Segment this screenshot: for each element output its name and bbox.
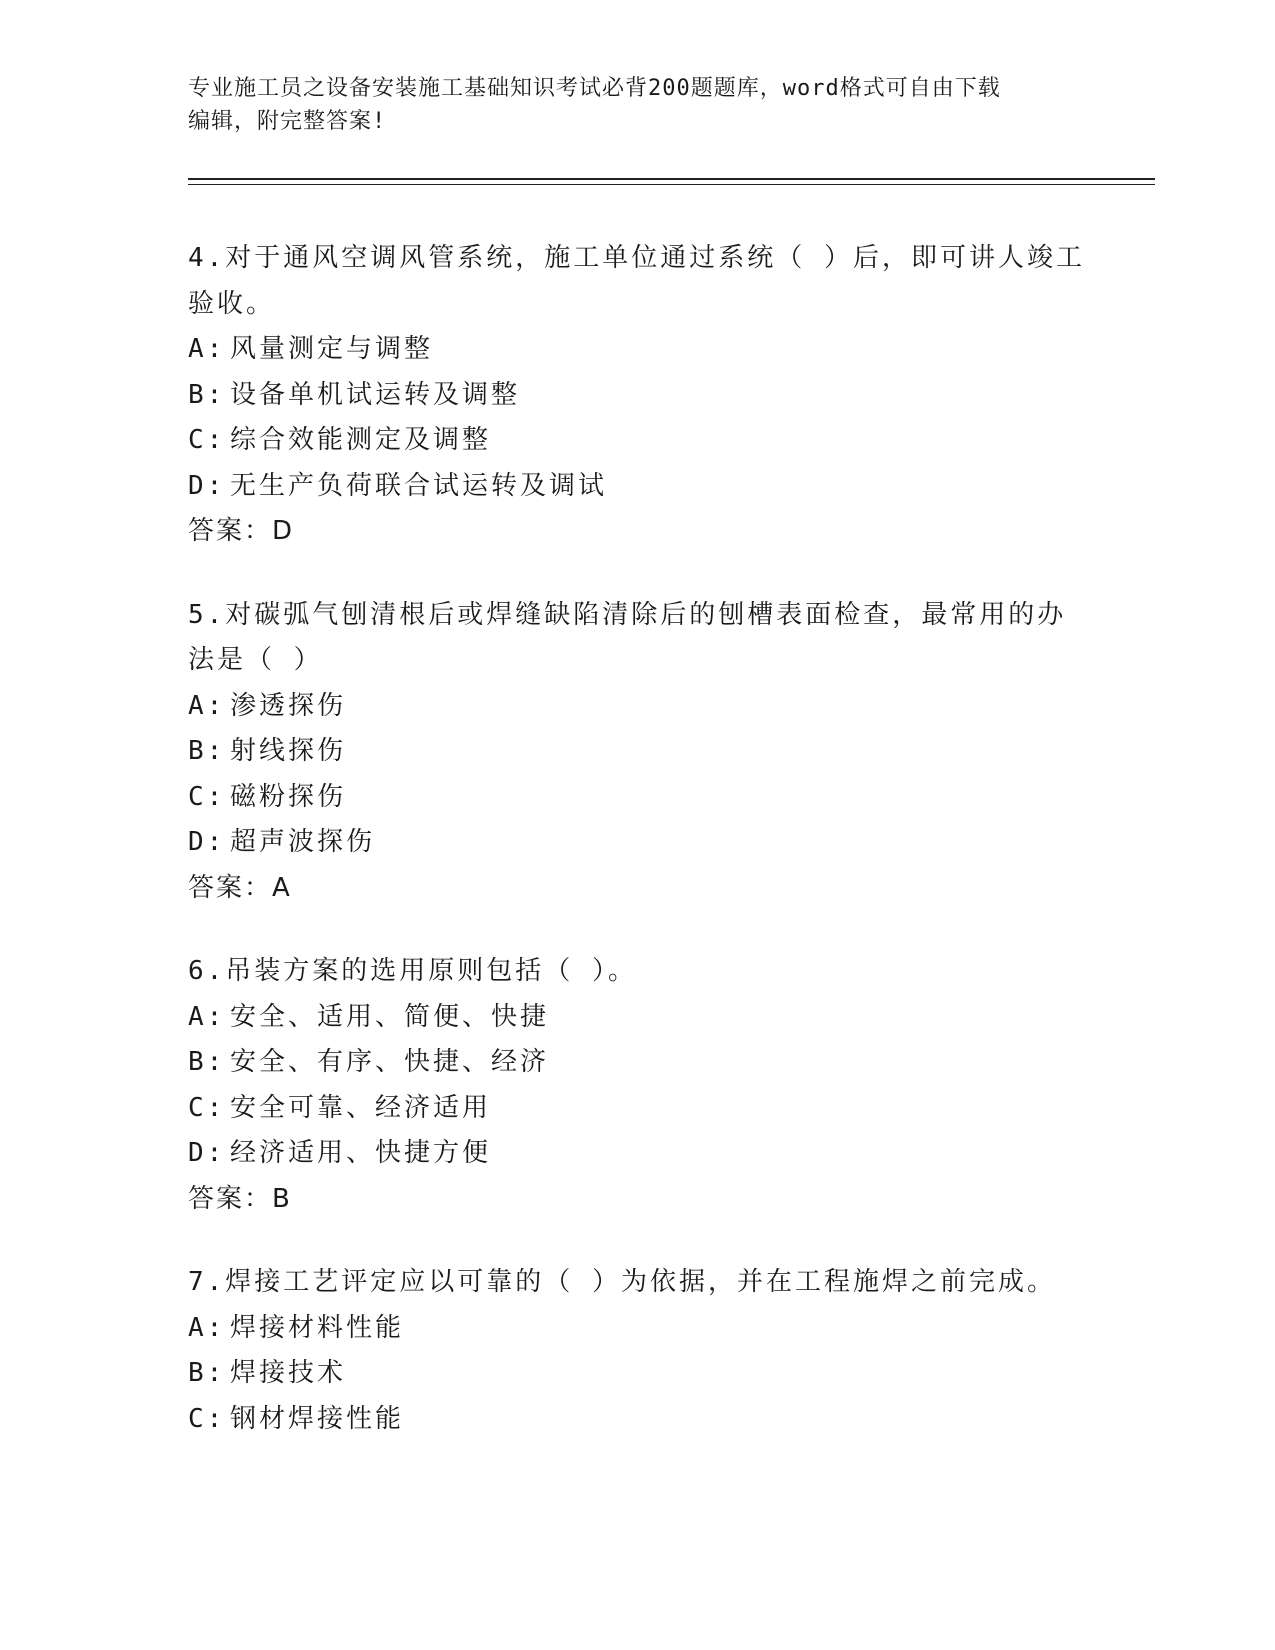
option-letter: B: (188, 1358, 226, 1388)
option-c (188, 418, 1088, 464)
option-text: 射线探伤 (230, 736, 347, 766)
question-stem: 4.对于通风空调风管系统，施工单位通过系统（ ）后，即可讲人竣工 (188, 243, 1085, 273)
question-5 (188, 593, 1088, 912)
answer-label: 答案：B (188, 1183, 292, 1214)
option-letter: D: (188, 470, 226, 501)
header-divider-thin (188, 184, 1155, 185)
question-4 (188, 236, 1088, 555)
option-text: 安全、适用、简便、快捷 (230, 1001, 550, 1032)
option-text: 磁粉探伤 (230, 781, 347, 812)
option-a (188, 995, 1088, 1041)
option-text: 经济适用、快捷方便 (230, 1138, 492, 1168)
option-letter: B: (188, 379, 226, 410)
question-stem-continued: 法是（ ） (188, 645, 323, 675)
option-letter: C: (188, 781, 226, 812)
answer-label: 答案：D (188, 516, 295, 546)
option-d (188, 820, 1088, 866)
option-text: 安全、有序、快捷、经济 (230, 1047, 550, 1077)
question-stem: 6.吊装方案的选用原则包括（ ）。 (188, 956, 637, 986)
option-letter: A: (188, 334, 226, 364)
option-a (188, 1306, 1088, 1352)
option-c (188, 1397, 1088, 1443)
option-letter: A: (188, 690, 226, 721)
option-c (188, 775, 1088, 821)
question-list (188, 236, 1088, 1480)
question-stem: 5.对碳弧气刨清根后或焊缝缺陷清除后的刨槽表面检查，最常用的办 (188, 599, 1067, 630)
option-letter: A: (188, 1312, 226, 1343)
option-a (188, 327, 1088, 373)
option-letter: D: (188, 1138, 226, 1168)
option-text: 钢材焊接性能 (230, 1403, 405, 1434)
question-stem: 7.焊接工艺评定应以可靠的（ ）为依据，并在工程施焊之前完成。 (188, 1267, 1056, 1297)
answer-label: 答案：A (188, 872, 292, 903)
option-b (188, 1351, 1088, 1397)
option-text: 超声波探伤 (230, 827, 376, 857)
document-header (188, 72, 1088, 138)
question-7 (188, 1260, 1088, 1442)
option-c (188, 1086, 1088, 1132)
option-b (188, 373, 1088, 419)
option-text: 焊接技术 (230, 1358, 347, 1388)
option-text: 渗透探伤 (230, 690, 347, 721)
option-letter: D: (188, 827, 226, 857)
option-letter: B: (188, 1047, 226, 1077)
option-letter: C: (188, 1403, 226, 1434)
header-title-line-1: 专业施工员之设备安装施工基础知识考试必背200题题库，word格式可自由下载 (188, 76, 1001, 101)
header-title-line-2: 编辑，附完整答案! (188, 109, 387, 134)
option-b (188, 1040, 1088, 1086)
option-text: 风量测定与调整 (230, 334, 434, 364)
option-letter: B: (188, 736, 226, 766)
question-stem-continued: 验收。 (188, 288, 276, 319)
option-text: 综合效能测定及调整 (230, 425, 492, 455)
option-d (188, 464, 1088, 510)
question-6 (188, 949, 1088, 1222)
option-d (188, 1131, 1088, 1177)
header-divider-thick (188, 178, 1155, 180)
option-letter: A: (188, 1001, 226, 1032)
option-text: 无生产负荷联合试运转及调试 (230, 470, 608, 501)
option-b (188, 729, 1088, 775)
option-letter: C: (188, 1092, 226, 1123)
option-a (188, 684, 1088, 730)
option-text: 安全可靠、经济适用 (230, 1092, 492, 1123)
option-text: 焊接材料性能 (230, 1312, 405, 1343)
option-text: 设备单机试运转及调整 (230, 379, 521, 410)
option-letter: C: (188, 425, 226, 455)
